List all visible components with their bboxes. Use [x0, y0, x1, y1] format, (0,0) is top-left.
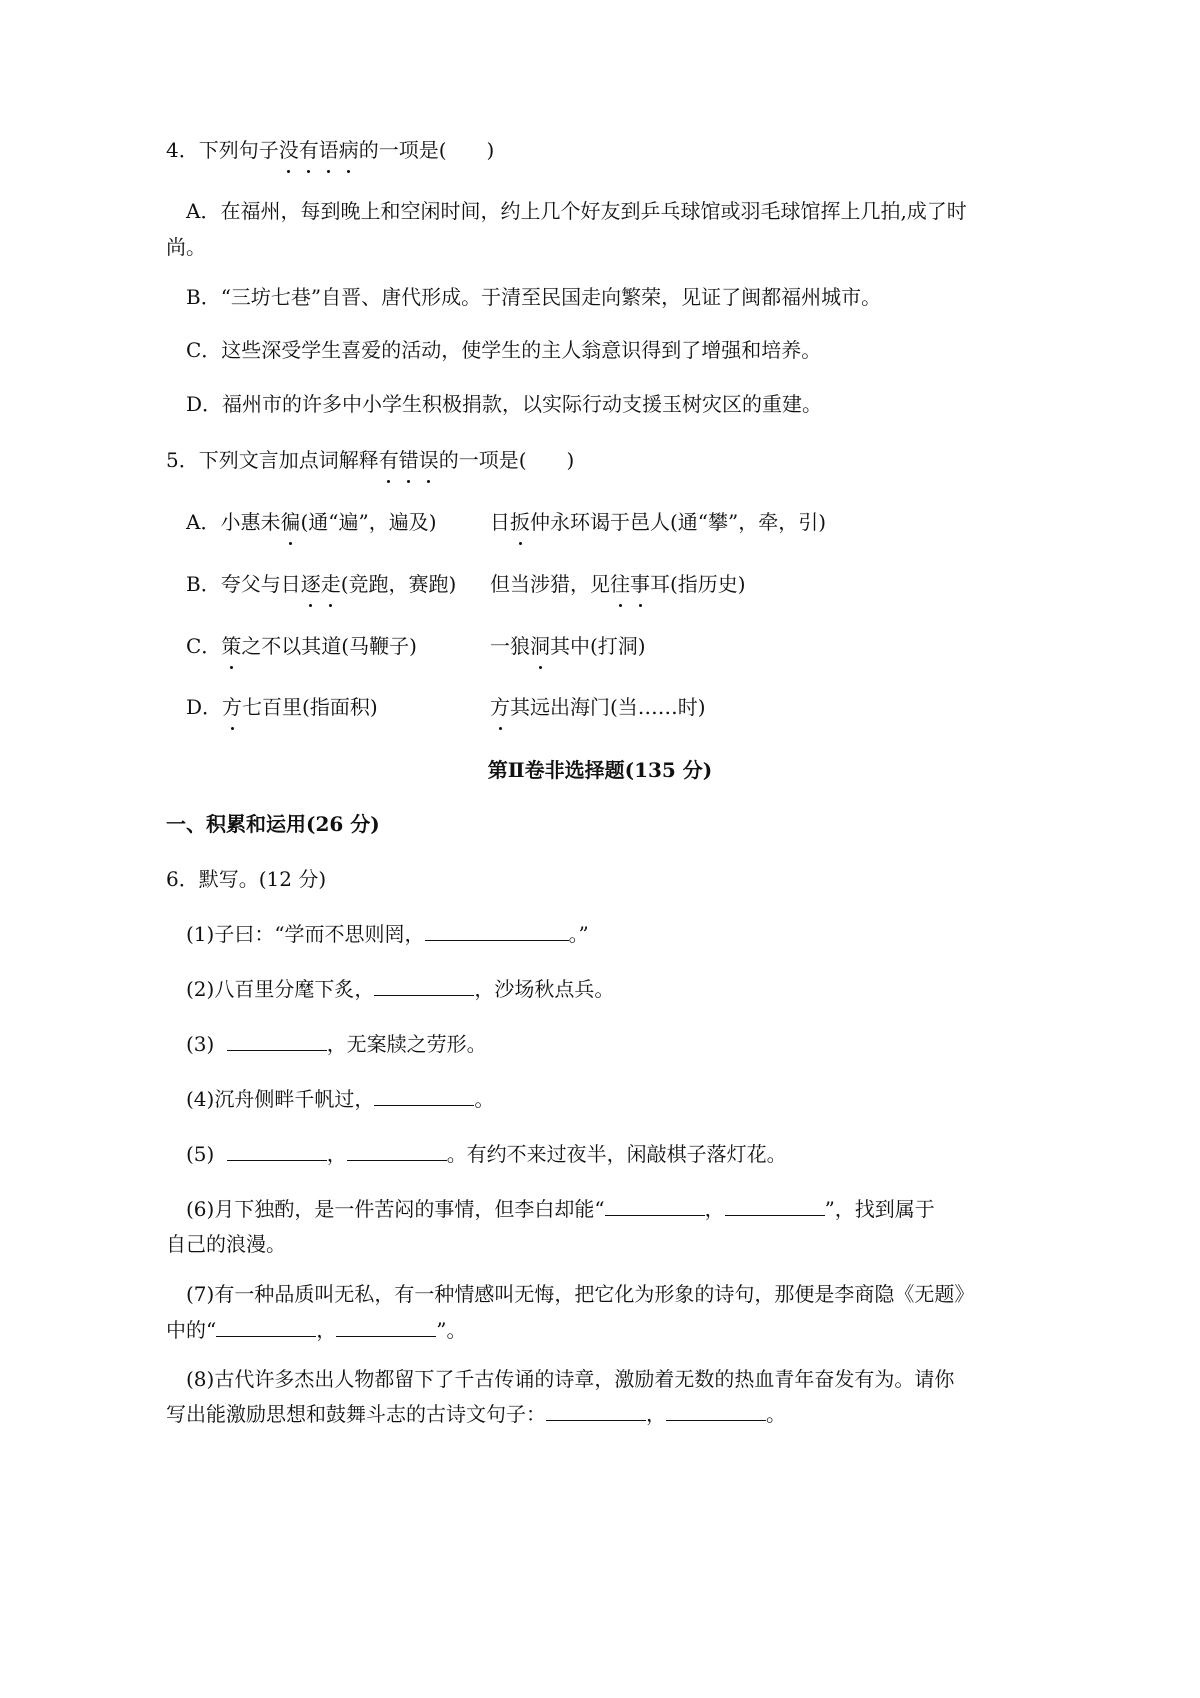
q5-d-right-dotted: 方 [490, 695, 510, 719]
q6-item-3-end: ，无案牍之劳形。 [326, 1032, 487, 1056]
q5-c-left-gloss: 之不以其道(马鞭子) [241, 634, 417, 658]
q5-c-right-dotted: 洞 [530, 634, 550, 658]
answer-blank[interactable] [725, 1195, 825, 1216]
q5-option-c-right [490, 632, 646, 660]
q5-a-right-text: 日 [490, 510, 510, 534]
q5-option-a-right [490, 508, 826, 536]
q6-item-1-text: (1)子曰：“学而不思则罔， [186, 922, 425, 946]
q6-item-7-sep: ， [316, 1318, 337, 1342]
q5-c-right-gloss: 其中(打洞) [550, 634, 646, 658]
q4-stem-text: 4．下列句子 [166, 138, 279, 162]
q5-option-b-left [186, 570, 456, 598]
q6-item-5-end: 。有约不来过夜半，闲敲棋子落灯花。 [446, 1142, 787, 1166]
q4-option-a-line1: A．在福州，每到晚上和空闲时间，约上几个好友到乒乓球馆或羽毛球馆挥上几拍,成了时 [186, 199, 967, 223]
emphasis-dot-char: 事 [630, 572, 650, 596]
q6-item-8-line2 [166, 1400, 786, 1428]
answer-blank[interactable] [227, 1140, 327, 1161]
q5-c-left-dotted: 策 [221, 634, 242, 658]
emphasis-dot-char: 逐 [300, 572, 321, 596]
q4-option-c: C．这些深受学生喜爱的活动，使学生的主人翁意识得到了增强和培养。 [186, 338, 822, 362]
q5-d-left-text: D． [186, 695, 223, 719]
q6-item-7-end: ”。 [436, 1318, 467, 1342]
q6-item-6-sep: ， [704, 1197, 725, 1221]
q4-option-d: D．福州市的许多中小学生积极捐款，以实际行动支援玉树灾区的重建。 [186, 392, 823, 416]
answer-blank[interactable] [666, 1400, 766, 1421]
emphasis-dot-char: 有 [298, 138, 319, 162]
q6-item-5 [186, 1140, 787, 1168]
emphasis-dot-char: 有 [378, 448, 399, 472]
answer-blank[interactable] [374, 975, 474, 996]
q6-item-3 [186, 1030, 487, 1058]
q6-item-7-text: 中的“ [166, 1318, 217, 1342]
q5-b-right-dotted [610, 572, 650, 596]
q5-a-left-gloss: (通“遍”，遍及) [300, 510, 437, 534]
emphasis-dot-char: 病 [338, 138, 359, 162]
q4-stem-tail: 的一项是( ) [358, 138, 495, 162]
q5-a-left-text: A．小惠未 [186, 510, 281, 534]
q6-item-8-text: 写出能激励思想和鼓舞斗志的古诗文句子： [166, 1402, 546, 1426]
q4-stem-emphasis [279, 138, 359, 162]
q5-option-b-right [490, 570, 746, 598]
emphasis-dot-char: 语 [318, 138, 339, 162]
q5-stem-tail: 的一项是( ) [438, 448, 575, 472]
q5-d-right-gloss: 其远出海门(当……时) [510, 695, 706, 719]
emphasis-dot-char: 往 [610, 572, 630, 596]
q5-a-right-dotted: 扳 [510, 510, 530, 534]
q6-item-3-num: (3) [186, 1032, 221, 1056]
q5-b-left-gloss: (竞跑，赛跑) [340, 572, 457, 596]
emphasis-dot-char: 没 [278, 138, 299, 162]
q6-item-4-text: (4)沉舟侧畔千帆过， [186, 1087, 375, 1111]
q6-item-8-sep: ， [646, 1402, 666, 1426]
answer-blank[interactable] [227, 1030, 327, 1051]
q5-a-left-dotted: 徧 [280, 510, 301, 534]
q6-item-1 [186, 920, 589, 948]
answer-blank[interactable] [336, 1316, 436, 1337]
q6-item-8-line1: (8)古代许多杰出人物都留下了千古传诵的诗章，激励着无数的热血青年奋发有为。请你 [186, 1367, 955, 1391]
q5-stem [166, 446, 574, 474]
answer-blank[interactable] [347, 1140, 447, 1161]
answer-blank[interactable] [546, 1400, 646, 1421]
q4-option-a-line2: 尚。 [166, 235, 206, 259]
answer-blank[interactable] [425, 920, 569, 941]
emphasis-dot-char: 错 [398, 448, 419, 472]
q6-item-7-line2 [166, 1316, 466, 1344]
q5-d-left-gloss: 七百里(指面积) [242, 695, 378, 719]
q5-d-left-dotted: 方 [222, 695, 243, 719]
q5-stem-text: 5．下列文言加点词解释 [166, 448, 379, 472]
q6-stem: 6．默写。(12 分) [166, 867, 327, 891]
answer-blank[interactable] [605, 1195, 705, 1216]
q6-item-6-line2: 自己的浪漫。 [166, 1232, 286, 1256]
q6-item-2 [186, 975, 614, 1003]
q6-item-2-text: (2)八百里分麾下炙， [186, 977, 375, 1001]
q6-item-4 [186, 1085, 494, 1113]
q5-c-left-text: C． [186, 634, 222, 658]
q5-option-d-left [186, 693, 378, 721]
q6-item-6-text: (6)月下独酌，是一件苦闷的事情，但李白却能“ [186, 1197, 605, 1221]
q4-stem [166, 136, 494, 164]
q4-option-b: B．“三坊七巷”自晋、唐代形成。于清至民国走向繁荣，见证了闽都福州城市。 [186, 285, 882, 309]
q6-item-5-sep: ， [326, 1142, 347, 1166]
emphasis-dot-char: 误 [418, 448, 439, 472]
q5-b-right-text: 但当涉猎，见 [490, 572, 610, 596]
part2-title: 第Ⅱ卷非选择题(135 分) [487, 758, 713, 782]
emphasis-dot-char: 走 [320, 572, 341, 596]
q6-item-5-num: (5) [186, 1142, 221, 1166]
answer-blank[interactable] [216, 1316, 316, 1337]
answer-blank[interactable] [374, 1085, 474, 1106]
q6-item-6-end: ”，找到属于 [824, 1197, 935, 1221]
q6-item-7-line1: (7)有一种品质叫无私，有一种情感叫无悔，把它化为形象的诗句，那便是李商隐《无题》 [186, 1282, 975, 1306]
q6-item-1-end: 。” [568, 922, 589, 946]
section1-title: 一、积累和运用(26 分) [166, 812, 380, 836]
q5-option-c-left [186, 632, 417, 660]
q5-c-right-text: 一狼 [490, 634, 530, 658]
q6-item-6-line1 [186, 1195, 935, 1223]
q5-option-d-right [490, 693, 706, 721]
q5-stem-emphasis [379, 448, 439, 472]
q5-option-a-left [186, 508, 437, 536]
q6-item-4-end: 。 [474, 1087, 495, 1111]
q5-a-right-gloss: 仲永环谒于邑人(通“攀”，牵，引) [530, 510, 827, 534]
q6-item-2-end: ，沙场秋点兵。 [474, 977, 615, 1001]
q6-item-8-end: 。 [766, 1402, 786, 1426]
q5-b-left-text: B．夸父与日 [186, 572, 301, 596]
q5-b-left-dotted [301, 572, 341, 596]
q5-b-right-gloss: 耳(指历史) [650, 572, 746, 596]
